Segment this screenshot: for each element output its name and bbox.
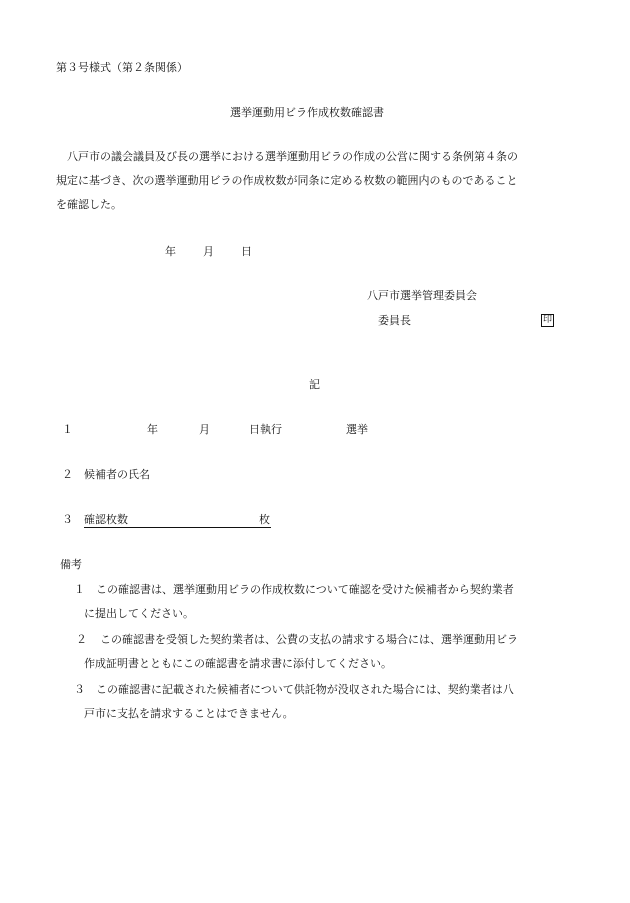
notes-heading: 備考 [60, 558, 82, 571]
note-3-line-2: 戸市に支払を請求することはできません。 [84, 707, 294, 720]
note-1-line-2: に提出してください。 [84, 607, 194, 620]
note-1-line-1: この確認書は、選挙運動用ビラの作成枚数について確認を受けた候補者から契約業者 [96, 583, 514, 596]
document-title: 選挙運動用ビラ作成枚数確認書 [230, 106, 384, 119]
note-3-line-1: この確認書に記載された候補者について供託物が没収された場合には、契約業者は八 [96, 683, 514, 696]
item-1-election: 選挙 [346, 423, 368, 436]
date-day-label: 日 [241, 245, 252, 258]
item-2-label: 候補者の氏名 [84, 468, 150, 481]
body-line-2: 規定に基づき、次の選挙運動用ビラの作成枚数が同条に定める枚数の範囲内のものであること [56, 174, 518, 187]
count-underline [84, 527, 271, 528]
body-line-1: 八戸市の議会議員及び長の選挙における選挙運動用ビラの作成の公営に関する条例第４条の [67, 150, 518, 163]
item-3-number: ３ [62, 513, 73, 526]
item-3-label: 確認枚数 [84, 513, 128, 526]
item-1-month: 月 [199, 423, 210, 436]
form-number: 第３号様式（第２条関係） [56, 61, 188, 74]
body-line-3: を確認した。 [56, 198, 122, 211]
committee-name: 八戸市選挙管理委員会 [367, 289, 477, 302]
ki-heading: 記 [309, 378, 320, 391]
note-2-line-1: この確認書を受領した契約業者は、公費の支払の請求する場合には、選挙運動用ビラ [100, 633, 518, 646]
item-3-unit: 枚 [259, 513, 270, 526]
date-month-label: 月 [203, 245, 214, 258]
seal-mark: 印 [542, 315, 552, 325]
item-1-day-exec: 日執行 [249, 423, 282, 436]
note-2-line-2: 作成証明書とともにこの確認書を請求書に添付してください。 [84, 657, 392, 670]
item-1-year: 年 [147, 423, 158, 436]
note-3-number: ３ [74, 683, 85, 696]
date-year-label: 年 [165, 245, 176, 258]
note-1-number: １ [74, 583, 85, 596]
chair-title: 委員長 [378, 314, 411, 327]
body-paragraph [56, 145, 586, 217]
note-2-number: ２ [76, 633, 87, 646]
item-2-number: ２ [62, 468, 73, 481]
item-1-number: １ [62, 423, 73, 436]
